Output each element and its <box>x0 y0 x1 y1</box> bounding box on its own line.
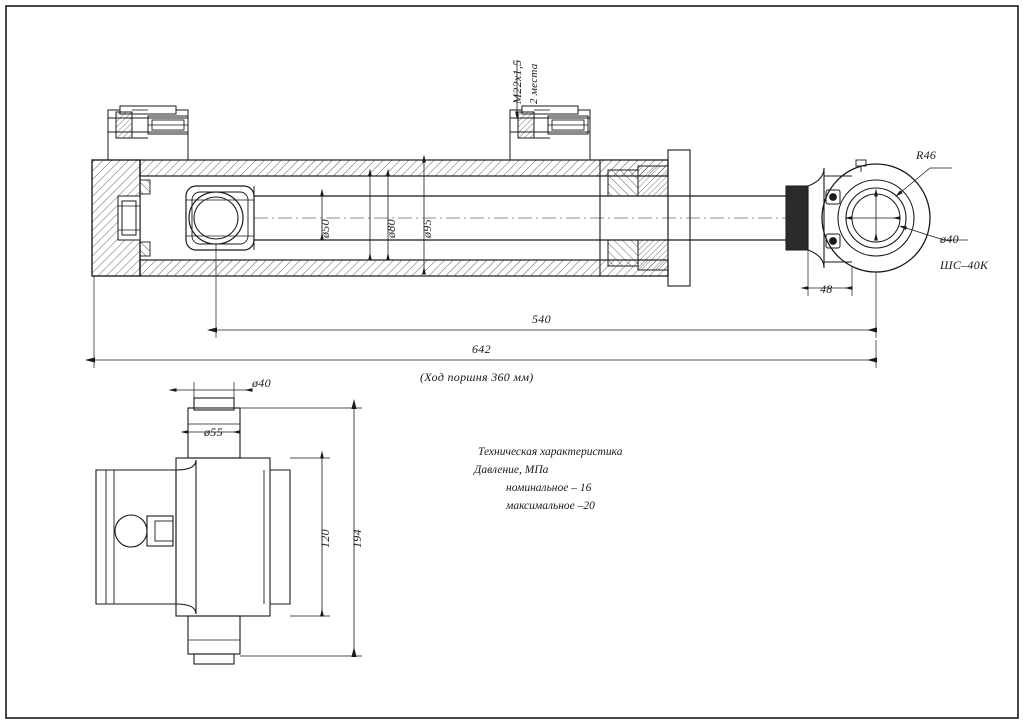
sheet-border <box>6 6 1018 718</box>
rear-cap <box>92 160 150 276</box>
piston <box>186 186 254 250</box>
dim-eye-width-label: 48 <box>820 282 833 296</box>
end-view <box>96 382 362 664</box>
dim-194-label: 194 <box>350 529 364 548</box>
dim-540-label: 540 <box>532 312 551 326</box>
stroke-note-label: (Ход поршня 360 мм) <box>420 370 534 384</box>
port-boss-right <box>510 106 590 160</box>
bottom-bore-55-label: ø55 <box>204 425 223 439</box>
main-section-view <box>92 60 968 368</box>
dim-642-label: 642 <box>472 342 491 356</box>
bore-rod-label: ø50 <box>318 219 332 238</box>
bore-tube-label: ø95 <box>420 219 434 238</box>
port-boss-left <box>108 106 188 160</box>
tech-spec-heading: Техническая характеристика <box>478 446 623 458</box>
rod-end-eye <box>786 160 968 272</box>
bottom-bore-40-label: ø40 <box>252 376 271 390</box>
tech-spec-line-1: номинальное – 16 <box>506 482 592 494</box>
bore-rod-eye-label: ø40 <box>940 232 959 246</box>
thread-note-line1: M22x1,5 <box>510 59 524 104</box>
bore-piston-label: ø80 <box>384 219 398 238</box>
thread-note-line2: 2 места <box>528 63 540 104</box>
tech-spec-line-0: Давление, МПа <box>474 464 549 476</box>
tech-spec-line-2: максимальное –20 <box>506 500 595 512</box>
radius-rod-eye-label: R46 <box>916 148 937 162</box>
bearing-designation-label: ШС–40К <box>940 258 989 272</box>
dim-120-label: 120 <box>318 529 332 548</box>
